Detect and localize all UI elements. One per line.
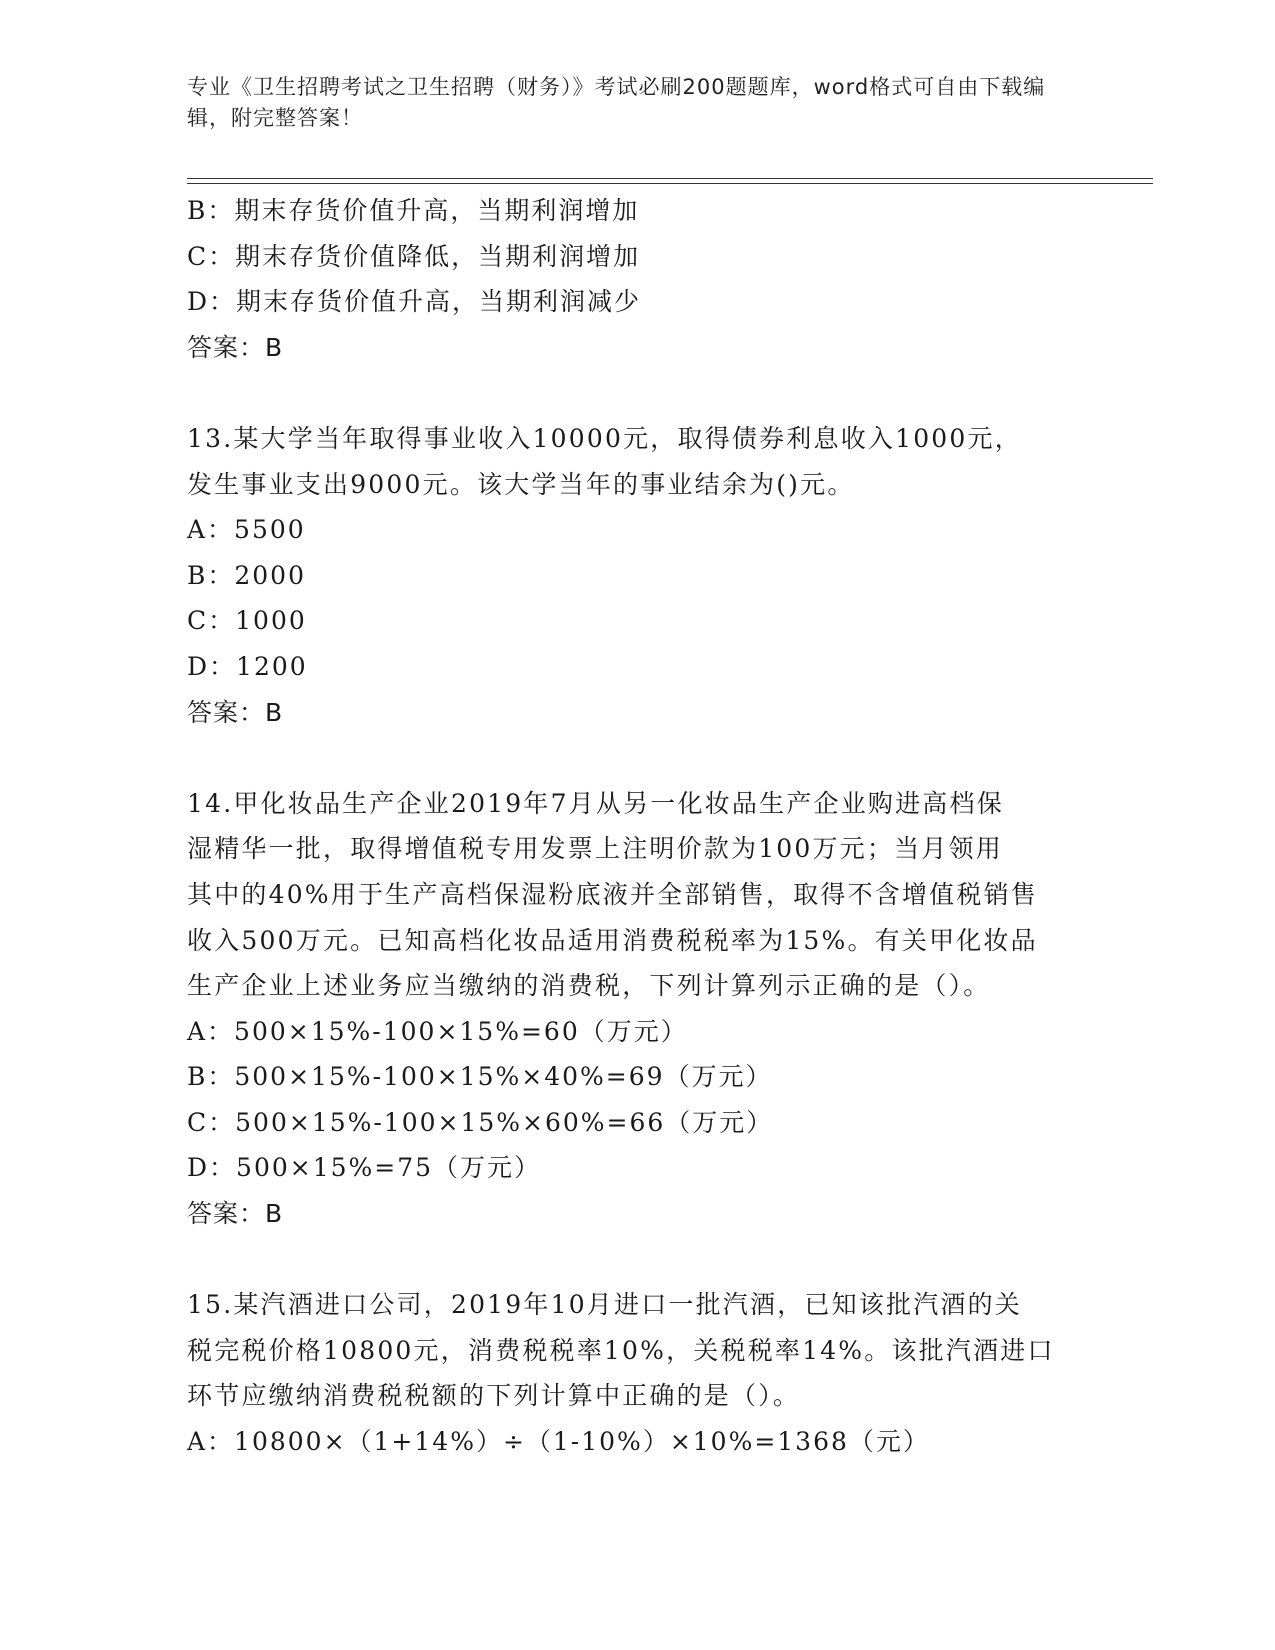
option-c: C：1000: [187, 606, 307, 636]
question-stem-line: 生产企业上述业务应当缴纳的消费税，下列计算列示正确的是（）。: [187, 971, 991, 1001]
option-b: B：期末存货价值升高，当期利润增加: [187, 196, 640, 225]
option-d: D：1200: [187, 651, 308, 681]
option-b: B：500×15%-100×15%×40%=69（万元）: [187, 1062, 773, 1092]
spacer: [187, 1237, 1087, 1283]
option-d: D：500×15%=75（万元）: [187, 1153, 542, 1183]
question-stem-line: 收入500万元。已知高档化妆品适用消费税税率为15%。有关甲化妆品: [187, 925, 1038, 955]
option-b: B：2000: [187, 560, 306, 590]
option-c: C：期末存货价值降低，当期利润增加: [187, 241, 641, 271]
question-14: [187, 781, 1087, 1009]
answer: 答案：B: [187, 332, 284, 362]
question-stem-line: 湿精华一批，取得增值税专用发票上注明价款为100万元；当月领用: [187, 834, 1003, 864]
option-a: A：500×15%-100×15%=60（万元）: [187, 1016, 688, 1046]
question-stem-line: 税完税价格10800元，消费税税率10%，关税税率14%。该批汽酒进口: [187, 1335, 1055, 1365]
question-stem-line: 发生事业支出9000元。该大学当年的事业结余为()元。: [187, 469, 855, 499]
header-rule-bottom: [187, 183, 1153, 184]
answer: 答案：B: [187, 1199, 284, 1229]
header-rule-top: [187, 178, 1153, 179]
question-stem-line: 其中的40%用于生产高档保湿粉底液并全部销售，取得不含增值税销售: [187, 879, 1038, 909]
answer: 答案：B: [187, 697, 284, 727]
spacer: [187, 370, 1087, 416]
question-15: [187, 1282, 1087, 1419]
question-stem-line: 14.甲化妆品生产企业2019年7月从另一化妆品生产企业购进高档保: [187, 788, 1004, 818]
option-a: A：10800×（1+14%）÷（1-10%）×10%=1368（元）: [187, 1427, 930, 1457]
question-13: [187, 416, 1087, 507]
spacer: [187, 735, 1087, 781]
question-stem-line: 13.某大学当年取得事业收入10000元，取得债券利息收入1000元，: [187, 423, 1022, 453]
document-header: 专业《卫生招聘考试之卫生招聘（财务）》考试必刷200题题库，word格式可自由下载编辑，附完整答案！: [187, 75, 1046, 130]
option-c: C：500×15%-100×15%×60%=66（万元）: [187, 1107, 774, 1137]
question-content: [187, 188, 1087, 1465]
option-a: A：5500: [187, 515, 306, 545]
question-stem-line: 环节应缴纳消费税税额的下列计算中正确的是（）。: [187, 1381, 801, 1411]
option-d: D：期末存货价值升高，当期利润减少: [187, 287, 642, 317]
question-stem-line: 15.某汽酒进口公司，2019年10月进口一批汽酒，已知该批汽酒的关: [187, 1290, 1022, 1320]
